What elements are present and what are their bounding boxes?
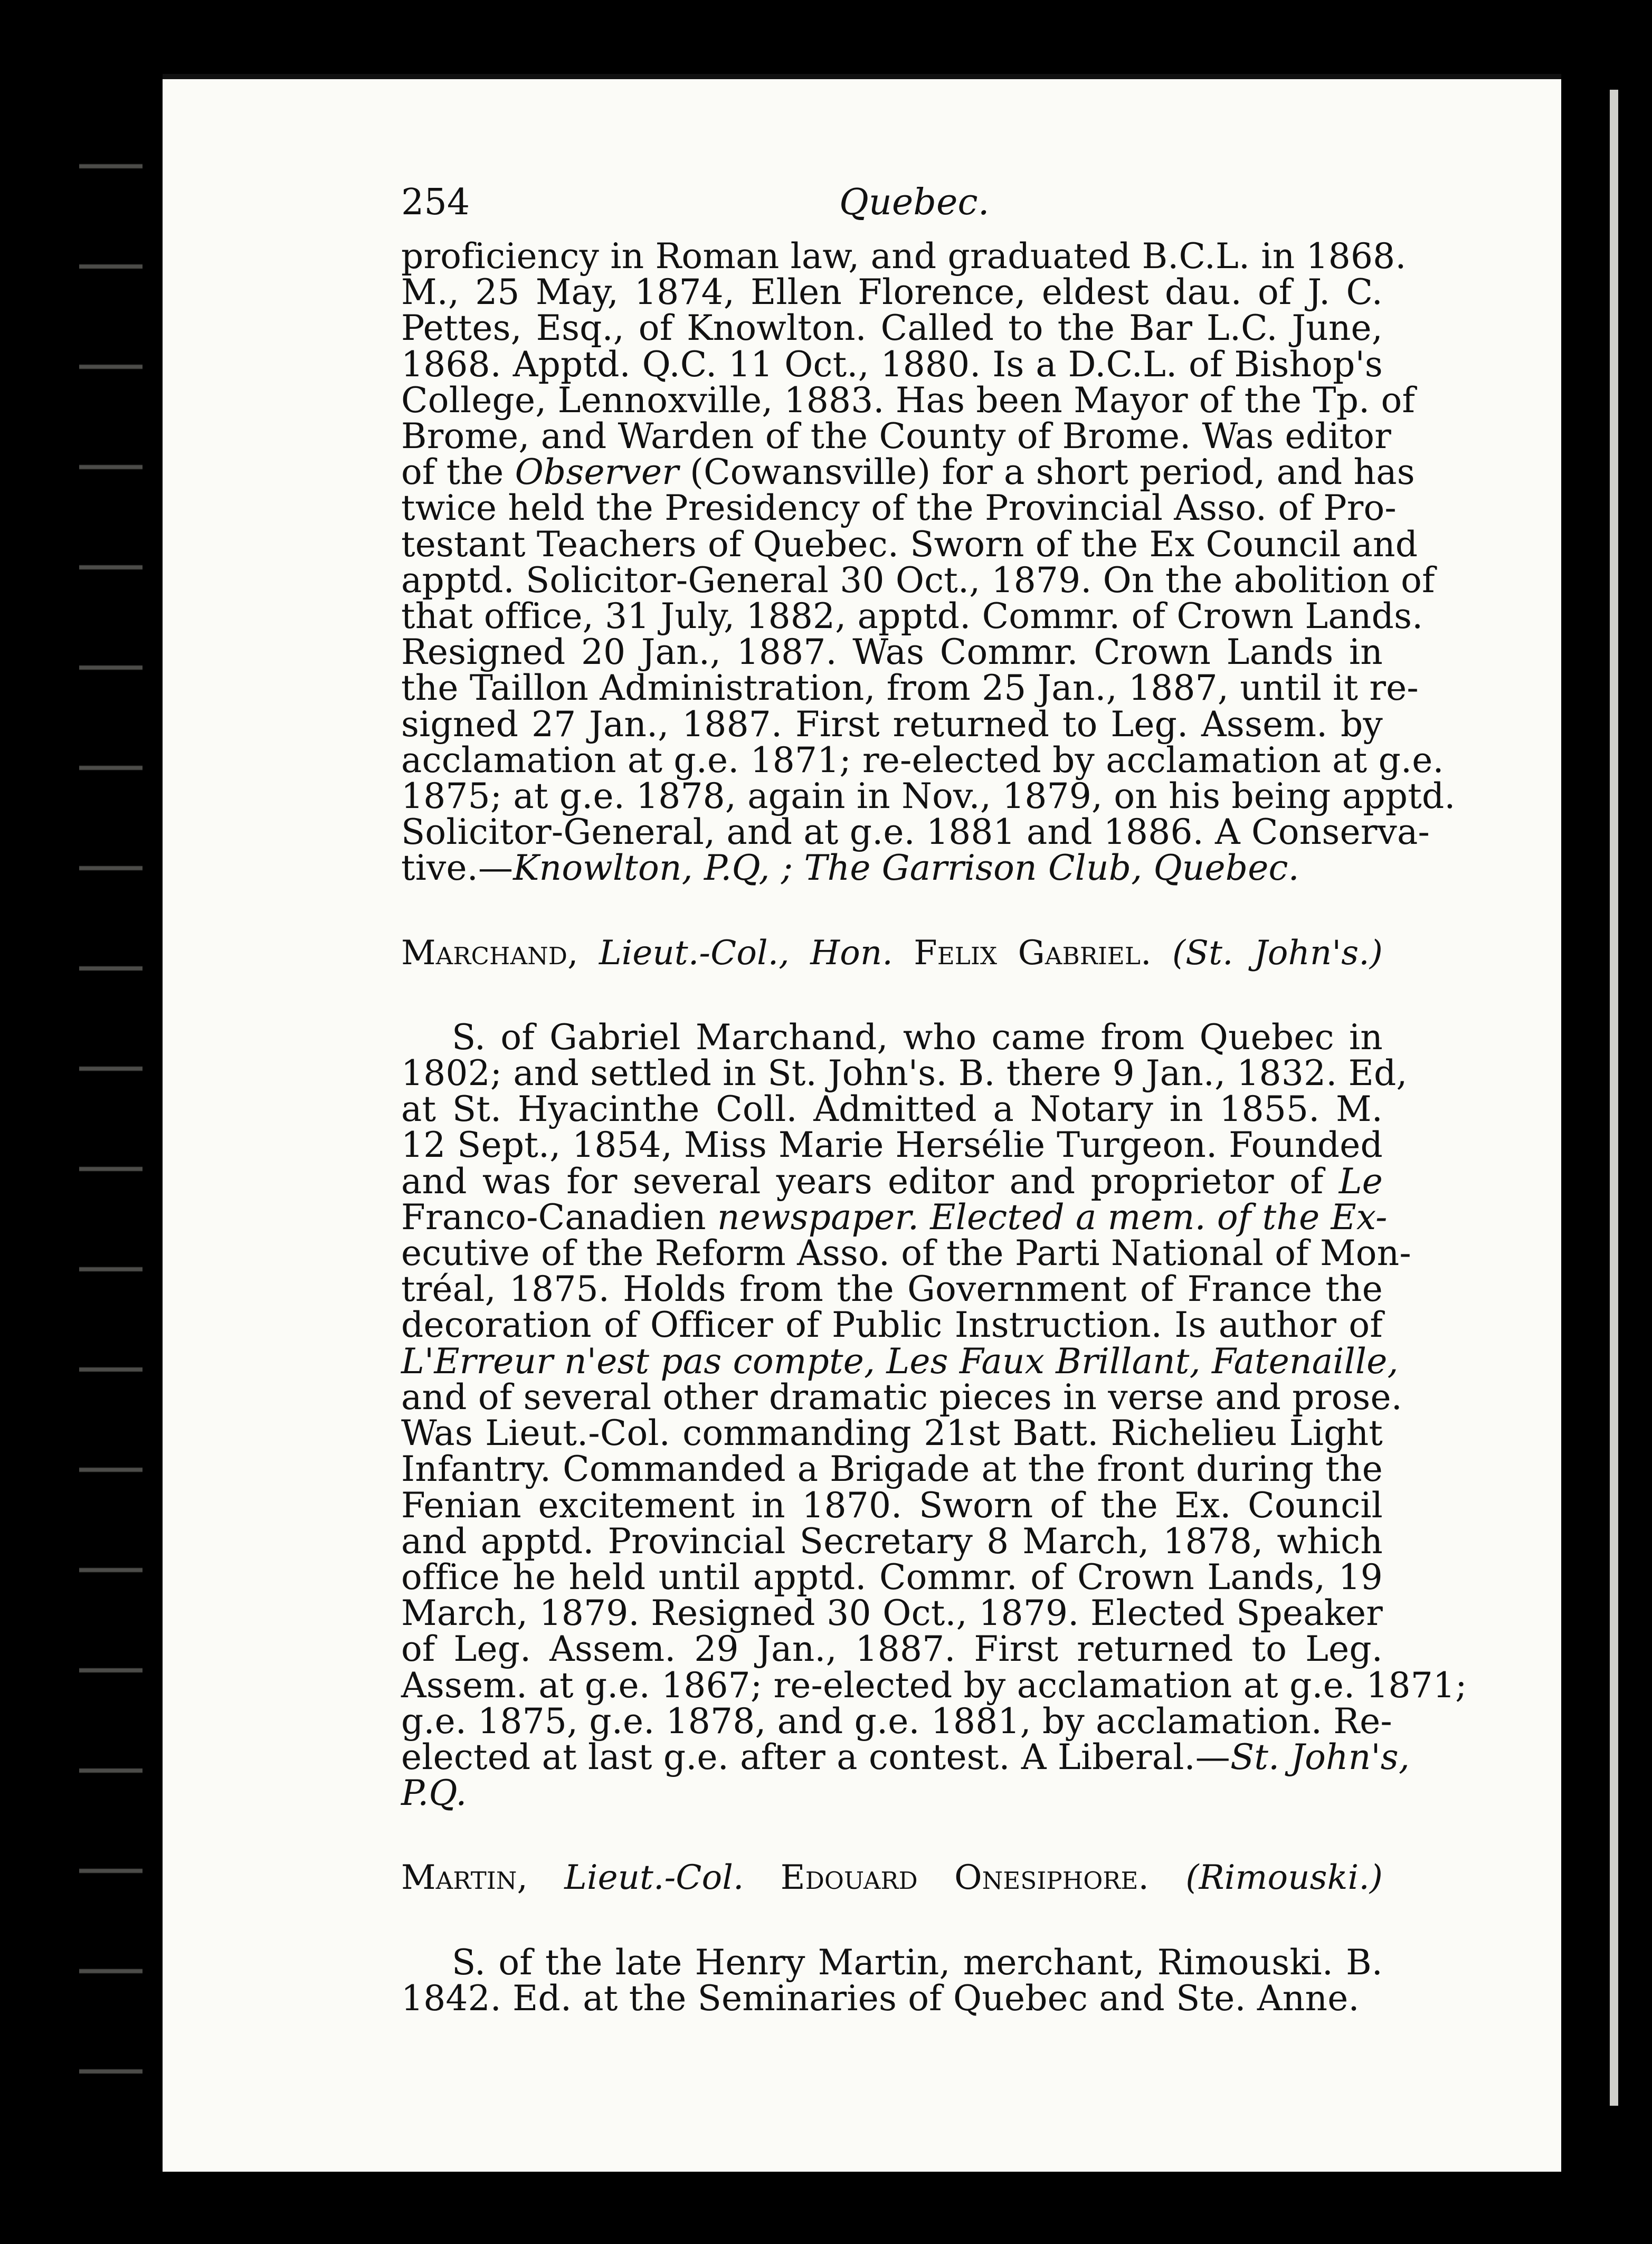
italic-text: Knowlton, P.Q, ; The Garrison Club, Quebec. — [513, 848, 1299, 889]
italic-text: St. John's, — [1230, 1736, 1410, 1777]
roman-text: of the — [401, 452, 515, 493]
text-line: Infantry. Commanded a Brigade at the front during the — [401, 1449, 1383, 1490]
roman-text: Franco-Canadien — [401, 1196, 706, 1238]
page-text — [401, 182, 1467, 2019]
running-header — [401, 182, 1383, 239]
text-line — [401, 848, 1383, 889]
text-line: apptd. Solicitor-General 30 Oct., 1879. On the abolition of — [401, 559, 1435, 601]
text-line: M., 25 May, 1874, Ellen Florence, eldest dau. of J. C. — [401, 272, 1383, 313]
text-line: and apptd. Provincial Secretary 8 March, 1878, which — [401, 1520, 1383, 1562]
text-line: College, Lennoxville, 1883. Has been Mayor of the Tp. of — [401, 379, 1416, 421]
text-line: Brome, and Warden of the County of Brome. Was editor — [401, 416, 1391, 457]
text-line: 1802; and settled in St. John's. B. there 9 Jan., 1832. Ed, — [401, 1053, 1408, 1094]
italic-text: newspaper. Elected a mem. of the Ex- — [706, 1196, 1388, 1238]
text-line: tréal, 1875. Holds from the Government of France the — [401, 1269, 1383, 1310]
text-line — [401, 452, 1415, 493]
text-line: at St. Hyacinthe Coll. Admitted a Notary in 1855. M. — [401, 1089, 1383, 1130]
italic-text: Observer — [515, 452, 679, 493]
entry-surname: Martin, — [401, 1858, 528, 1898]
text-line: acclamation at g.e. 1871; re-elected by acclamation at g.e. — [401, 739, 1444, 781]
text-line: decoration of Officer of Public Instruction. Is author of — [401, 1305, 1383, 1346]
text-line: g.e. 1875, g.e. 1878, and g.e. 1881, by acclamation. Re- — [401, 1700, 1392, 1742]
text-line: ecutive of the Reform Asso. of the Parti National of Mon- — [401, 1233, 1411, 1274]
text-line — [401, 1161, 1383, 1202]
roman-text: (Cowansville) for a short period, and has — [678, 452, 1415, 493]
text-line: S. of the late Henry Martin, merchant, Rimouski. B. — [452, 1942, 1383, 1983]
entry-constituency: (Rimouski.) — [1185, 1858, 1383, 1898]
text-line: of Leg. Assem. 29 Jan., 1887. First returned to Leg. — [401, 1629, 1383, 1670]
text-line: S. of Gabriel Marchand, who came from Quebec in — [452, 1016, 1383, 1058]
entry-rank: Lieut.-Col., Hon. — [599, 933, 893, 973]
entry-body-martin — [401, 1942, 1383, 2019]
entry-surname: Marchand, — [401, 933, 578, 973]
entry-rank: Lieut.-Col. — [564, 1858, 744, 1898]
text-line: signed 27 Jan., 1887. First returned to Leg. Assem. by — [401, 703, 1383, 745]
italic-text: Le — [1338, 1161, 1383, 1202]
text-line: 12 Sept., 1854, Miss Marie Hersélie Turgeon. Founded — [401, 1125, 1383, 1166]
text-line: Pettes, Esq., of Knowlton. Called to the Bar L.C. June, — [401, 308, 1383, 349]
text-line: twice held the Presidency of the Provincial Asso. of Pro- — [401, 488, 1397, 529]
text-line — [401, 1196, 1388, 1238]
binding-edge-noise — [79, 69, 143, 2127]
italic-text: P.Q. — [401, 1773, 467, 1814]
text-line: testant Teachers of Quebec. Sworn of the Ex Council and — [401, 524, 1418, 565]
text-line — [401, 1773, 1383, 1814]
roman-text: tive.— — [401, 848, 514, 889]
continued-entry — [401, 236, 1456, 889]
text-line — [401, 1340, 1399, 1382]
text-line: office he held until apptd. Commr. of Crown Lands, 19 — [401, 1556, 1383, 1598]
roman-text: and was for several years editor and proprietor of — [401, 1161, 1339, 1202]
italic-text: L'Erreur n'est pas compte, Les Faux Brillant, Fatenaille, — [401, 1340, 1399, 1382]
text-line: Fenian excitement in 1870. Sworn of the Ex. Council — [401, 1485, 1383, 1526]
entry-body-marchand — [401, 1016, 1467, 1814]
text-line: March, 1879. Resigned 30 Oct., 1879. Elected Speaker — [401, 1593, 1383, 1634]
right-edge-rule — [1610, 90, 1618, 2106]
roman-text: elected at last g.e. after a contest. A Liberal.— — [401, 1736, 1230, 1777]
page-number: 254 — [401, 182, 470, 223]
text-line: Resigned 20 Jan., 1887. Was Commr. Crown Lands in — [401, 632, 1383, 673]
text-line — [401, 1736, 1410, 1777]
entry-given-names: Edouard Onesiphore. — [780, 1858, 1150, 1898]
text-line: proficiency in Roman law, and graduated B.C.L. in 1868. — [401, 236, 1407, 277]
entry-constituency: (St. John's.) — [1172, 933, 1383, 973]
text-line: Solicitor-General, and at g.e. 1881 and 1886. A Conserva- — [401, 812, 1430, 853]
text-line: and of several other dramatic pieces in verse and prose. — [401, 1376, 1402, 1418]
text-line: Was Lieut.-Col. commanding 21st Batt. Richelieu Light — [401, 1413, 1383, 1454]
entry-given-names: Felix Gabriel. — [914, 933, 1152, 973]
text-line: the Taillon Administration, from 25 Jan., 1887, until it re- — [401, 668, 1419, 709]
text-line: 1875; at g.e. 1878, again in Nov., 1879, on his being apptd. — [401, 776, 1456, 817]
entry-heading-martin — [401, 1860, 1383, 1896]
entry-heading-marchand — [401, 935, 1383, 971]
text-line: that office, 31 July, 1882, apptd. Commr. of Crown Lands. — [401, 596, 1423, 637]
text-line: Assem. at g.e. 1867; re-elected by acclamation at g.e. 1871; — [401, 1665, 1467, 1706]
text-line: 1842. Ed. at the Seminaries of Quebec and Ste. Anne. — [401, 1977, 1360, 2019]
running-title: Quebec. — [839, 182, 990, 223]
text-line: 1868. Apptd. Q.C. 11 Oct., 1880. Is a D.C.L. of Bishop's — [401, 344, 1383, 385]
